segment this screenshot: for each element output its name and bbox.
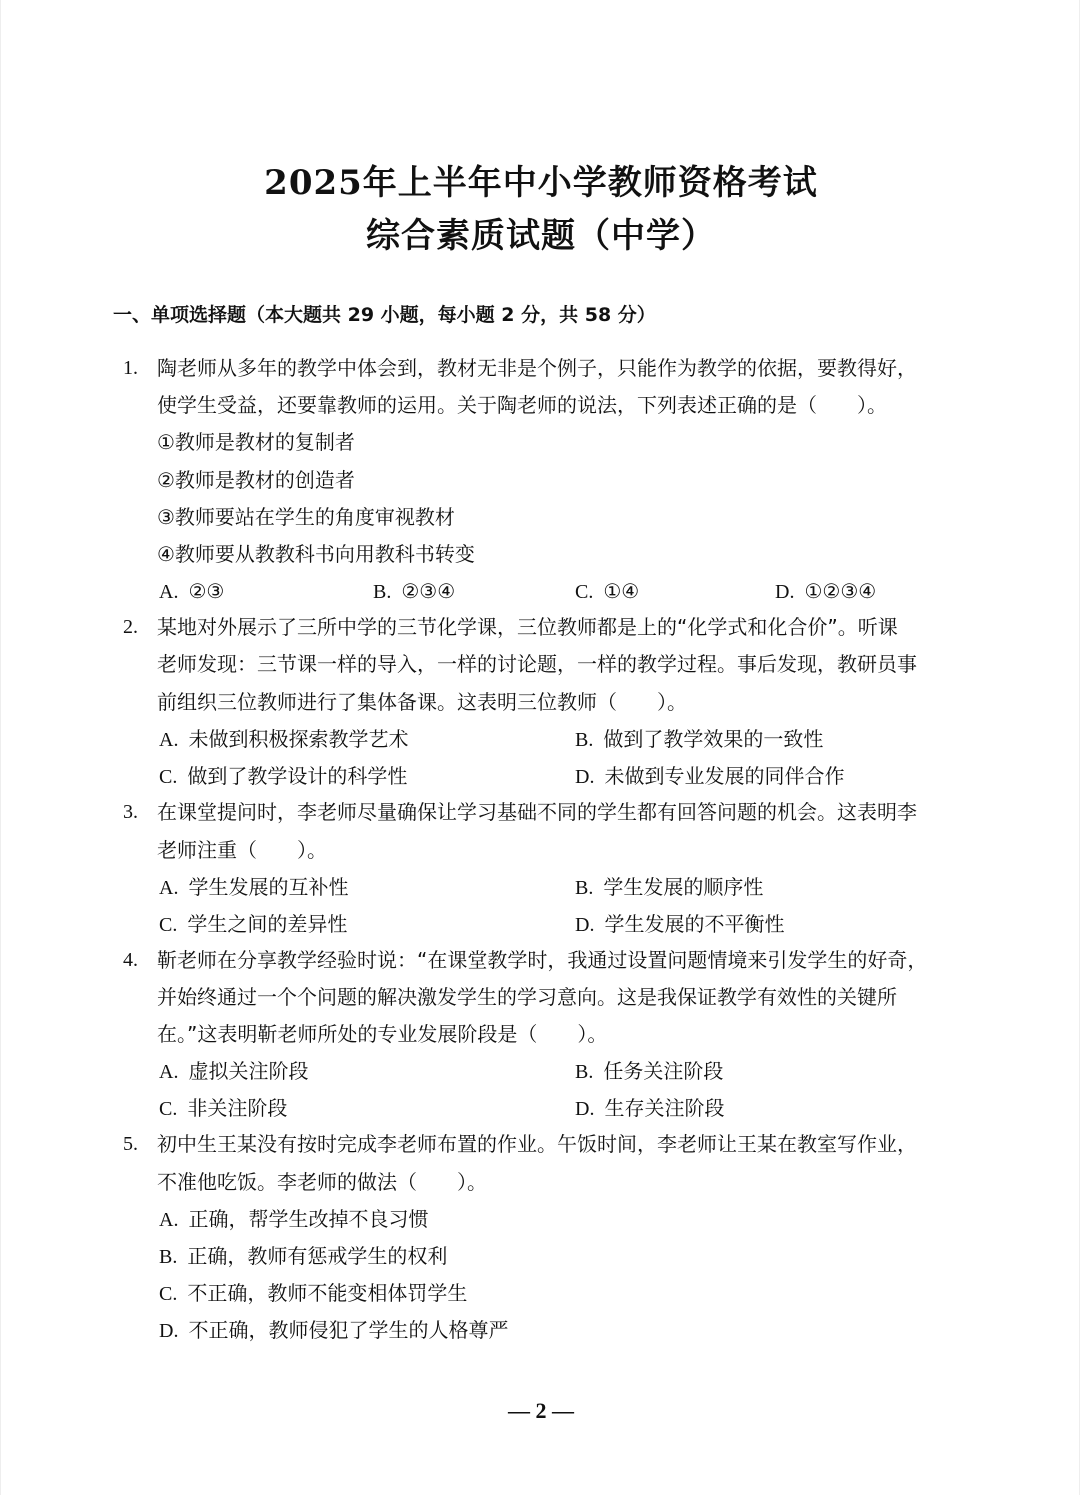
- exam-title: 2025年上半年中小学教师资格考试: [264, 163, 818, 203]
- option-text: 任务关注阶段: [603, 1059, 724, 1083]
- option-d[interactable]: [159, 1316, 508, 1345]
- question-text-line: 前组织三位教师进行了集体备课。这表明三位教师（ ）。: [157, 690, 687, 714]
- option-letter: C.: [159, 1098, 178, 1120]
- option-letter: B.: [373, 581, 392, 603]
- option-letter: D.: [159, 1320, 179, 1342]
- option-a[interactable]: [159, 873, 348, 902]
- option-letter: A.: [159, 581, 179, 603]
- option-text: 正确，教师有惩戒学生的权利: [187, 1244, 448, 1268]
- question-text-line: 并始终通过一个个问题的解决激发学生的学习意向。这是我保证教学有效性的关键所: [157, 985, 897, 1009]
- option-letter: B.: [575, 877, 594, 899]
- option-letter: A.: [159, 729, 179, 751]
- option-text: 未做到专业发展的同伴合作: [604, 764, 845, 788]
- option-letter: D.: [775, 581, 795, 603]
- option-letter: D.: [575, 766, 595, 788]
- option-letter: A.: [159, 1209, 179, 1231]
- question-number: 1.: [123, 357, 138, 379]
- option-b[interactable]: [159, 1242, 447, 1271]
- question-text-line: 不准他吃饭。李老师的做法（ ）。: [157, 1170, 487, 1194]
- option-text: 生存关注阶段: [604, 1096, 725, 1120]
- question-text-line: 初中生王某没有按时完成李老师布置的作业。午饭时间，李老师让王某在教室写作业，: [157, 1132, 917, 1156]
- option-text: 不正确，教师不能变相体罚学生: [187, 1281, 468, 1305]
- option-letter: C.: [575, 581, 594, 603]
- option-text: 非关注阶段: [187, 1096, 288, 1120]
- option-b[interactable]: [575, 725, 823, 754]
- option-letter: D.: [575, 1098, 595, 1120]
- page-number: — 2 —: [508, 1398, 574, 1423]
- option-text: ①④: [603, 579, 640, 603]
- option-text: ②③④: [401, 579, 456, 603]
- option-letter: D.: [575, 914, 595, 936]
- option-c[interactable]: [575, 577, 639, 606]
- option-text: 未做到积极探索教学艺术: [188, 727, 409, 751]
- option-c[interactable]: [159, 762, 407, 791]
- option-text: 学生发展的顺序性: [603, 875, 764, 899]
- option-letter: A.: [159, 877, 179, 899]
- option-d[interactable]: [775, 577, 876, 606]
- option-letter: B.: [159, 1246, 178, 1268]
- question-text-line: 靳老师在分享教学经验时说：“在课堂教学时，我通过设置问题情境来引发学生的好奇，: [157, 948, 928, 972]
- option-letter: C.: [159, 766, 178, 788]
- option-d[interactable]: [575, 1094, 724, 1123]
- option-letter: B.: [575, 1061, 594, 1083]
- option-text: 虚拟关注阶段: [188, 1059, 309, 1083]
- question-text-line: 在。”这表明靳老师所处的专业发展阶段是（ ）。: [157, 1022, 608, 1046]
- question-text-line: 在课堂提问时，李老师尽量确保让学习基础不同的学生都有回答问题的机会。这表明李: [157, 800, 917, 824]
- question-number: 3.: [123, 801, 138, 823]
- option-a[interactable]: [159, 1057, 308, 1086]
- exam-subtitle: 综合素质试题（中学）: [366, 216, 716, 256]
- option-b[interactable]: [575, 1057, 723, 1086]
- section-heading: 一、单项选择题（本大题共 29 小题，每小题 2 分，共 58 分）: [113, 304, 656, 326]
- option-text: 做到了教学设计的科学性: [187, 764, 408, 788]
- question-number: 4.: [123, 949, 138, 971]
- option-letter: B.: [575, 729, 594, 751]
- option-text: 不正确，教师侵犯了学生的人格尊严: [188, 1318, 509, 1342]
- question-text-line: 陶老师从多年的教学中体会到，教材无非是个例子，只能作为教学的依据，要教得好，: [157, 356, 917, 380]
- option-text: ①②③④: [804, 579, 877, 603]
- option-b[interactable]: [575, 873, 763, 902]
- option-text: ②③: [188, 579, 225, 603]
- option-letter: C.: [159, 914, 178, 936]
- option-text: 正确，帮学生改掉不良习惯: [188, 1207, 429, 1231]
- option-a[interactable]: [159, 1205, 428, 1234]
- statement-item: ①教师是教材的复制者: [157, 430, 355, 454]
- option-text: 学生之间的差异性: [187, 912, 348, 936]
- option-a[interactable]: [159, 577, 224, 606]
- statement-item: ②教师是教材的创造者: [157, 468, 355, 492]
- option-c[interactable]: [159, 1279, 467, 1308]
- question-text-line: 老师注重（ ）。: [157, 838, 327, 862]
- question-text-line: 某地对外展示了三所中学的三节化学课，三位教师都是上的“化学式和化合价”。听课: [157, 615, 898, 639]
- option-d[interactable]: [575, 910, 784, 939]
- option-b[interactable]: [373, 577, 455, 606]
- question-number: 2.: [123, 616, 138, 638]
- option-letter: A.: [159, 1061, 179, 1083]
- option-c[interactable]: [159, 1094, 287, 1123]
- question-text-line: 使学生受益，还要靠教师的运用。关于陶老师的说法，下列表述正确的是（ ）。: [157, 393, 887, 417]
- option-text: 做到了教学效果的一致性: [603, 727, 824, 751]
- option-text: 学生发展的互补性: [188, 875, 349, 899]
- question-text-line: 老师发现：三节课一样的导入，一样的讨论题，一样的教学过程。事后发现，教研员事: [157, 652, 917, 676]
- option-c[interactable]: [159, 910, 347, 939]
- statement-item: ③教师要站在学生的角度审视教材: [157, 505, 455, 529]
- statement-item: ④教师要从教教科书向用教科书转变: [157, 542, 475, 566]
- option-text: 学生发展的不平衡性: [604, 912, 785, 936]
- option-d[interactable]: [575, 762, 844, 791]
- option-letter: C.: [159, 1283, 178, 1305]
- question-number: 5.: [123, 1133, 138, 1155]
- option-a[interactable]: [159, 725, 408, 754]
